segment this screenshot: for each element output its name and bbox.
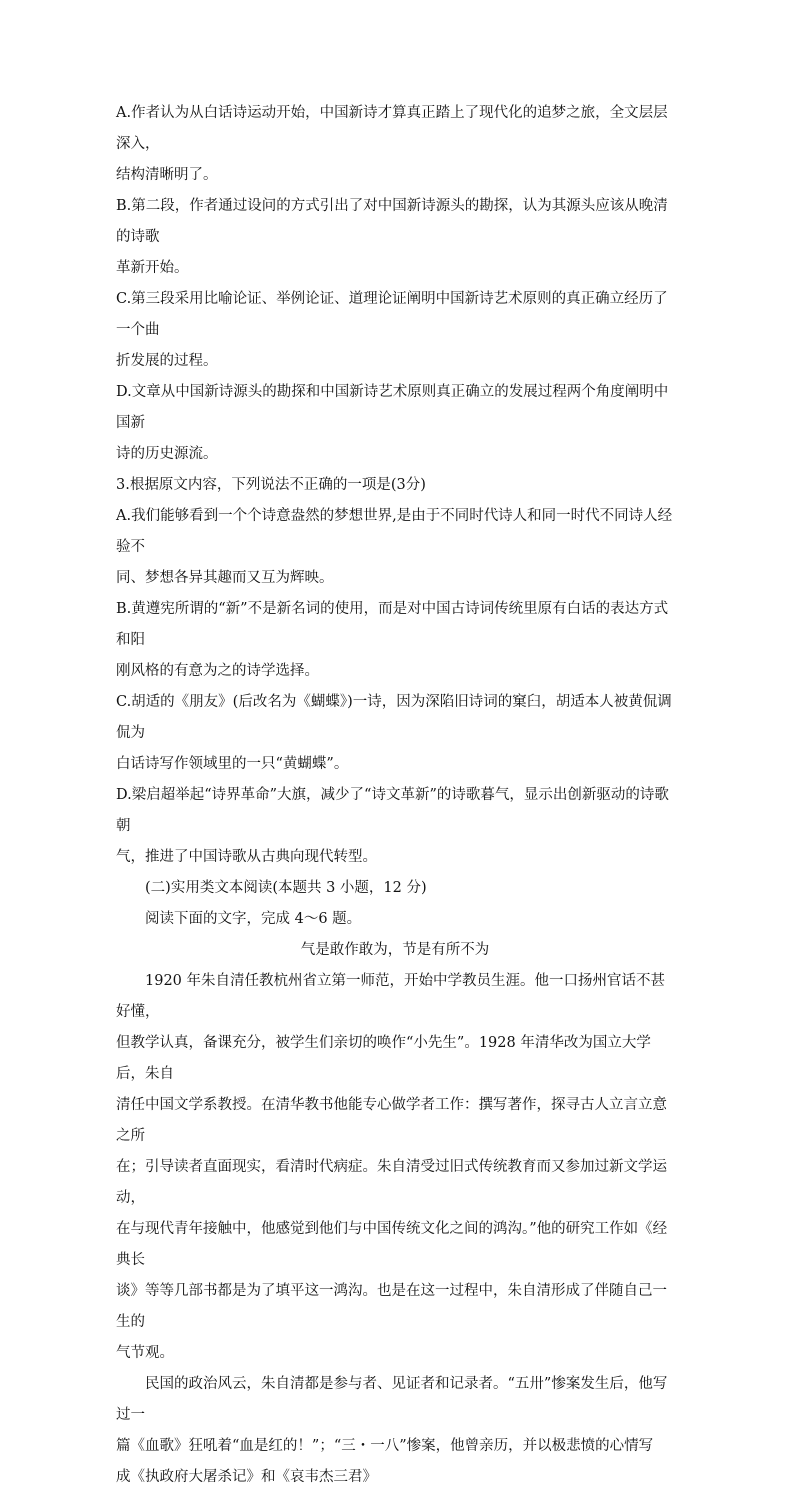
paragraph-1-line3: 清任中国文学系教授。在清华教书他能专心做学者工作：撰写著作，探寻古人立言立意之所 [116,1097,667,1144]
paragraph-1-line7: 气节观。 [116,1345,174,1361]
paragraph-1-line2: 但教学认真，备课充分，被学生们亲切的唤作“小先生”。1928 年清华改为国立大学后，朱自 [116,1035,651,1082]
question-3: 3.根据原文内容，下列说法不正确的一项是(3分) [116,477,426,493]
q3-option-d-line1: D.梁启超举起“诗界革命”大旗，减少了“诗文革新”的诗歌暮气，显示出创新驱动的诗歌朝 [116,787,669,834]
q3-option-b-line2: 刚风格的有意为之的诗学选择。 [116,663,319,679]
reading-instruction: 阅读下面的文字，完成 4～6 题。 [145,911,362,927]
paragraph-1-line5: 在与现代青年接触中，他感觉到他们与中国传统文化之间的鸿沟。”他的研究工作如《经典长 [116,1221,668,1268]
paragraph-2-line3: 成《执政府大屠杀记》和《哀韦杰三君》 [116,1469,377,1485]
option-b-line1: B.第二段，作者通过设问的方式引出了对中国新诗源头的勘探，认为其源头应该从晚清的诗歌 [116,198,668,245]
article-title: 气是敢作敢为，节是有所不为 [300,942,490,958]
paragraph-1-line6: 谈》等等几部书都是为了填平这一鸿沟。也是在这一过程中，朱自清形成了伴随自己一生的 [116,1283,667,1330]
option-c-line2: 折发展的过程。 [116,353,218,369]
option-a-line1: A.作者认为从白话诗运动开始，中国新诗才算真正踏上了现代化的追梦之旅，全文层层深入， [116,105,668,152]
q3-option-a-line2: 同、梦想各异其趣而又互为辉映。 [116,570,334,586]
paragraph-2-line1: 民国的政治风云，朱自清都是参与者、见证者和记录者。“五卅”惨案发生后，他写过一 [116,1376,668,1423]
q3-option-b-line1: B.黄遵宪所谓的“新”不是新名词的使用，而是对中国古诗词传统里原有白话的表达方式和阳 [116,601,669,648]
q3-option-a-line1: A.我们能够看到一个个诗意盎然的梦想世界,是由于不同时代诗人和同一时代不同诗人经验不 [116,508,673,555]
q3-option-c-line2: 白话诗写作领域里的一只“黄蝴蝶”。 [116,756,349,772]
option-d-line1: D.文章从中国新诗源头的勘探和中国新诗艺术原则真正确立的发展过程两个角度阐明中国新 [116,384,669,431]
option-b-line2: 革新开始。 [116,260,189,276]
option-d-line2: 诗的历史源流。 [116,446,218,462]
section-heading: (二)实用类文本阅读(本题共 3 小题，12 分) [145,880,427,896]
paragraph-1-line4: 在；引导读者直面现实，看清时代病症。朱自清受过旧式传统教育而又参加过新文学运动， [116,1159,667,1206]
document-body [116,98,674,1493]
q3-option-c-line1: C.胡适的《朋友》(后改名为《蝴蝶》)一诗，因为深陷旧诗词的窠臼，胡适本人被黄侃调侃为 [116,694,672,741]
q3-option-d-line2: 气，推进了中国诗歌从古典向现代转型。 [116,849,377,865]
option-a-line2: 结构清晰明了。 [116,167,218,183]
option-c-line1: C.第三段采用比喻论证、举例论证、道理论证阐明中国新诗艺术原则的真正确立经历了一个曲 [116,291,668,338]
paragraph-2-line2: 篇《血歌》狂吼着“血是红的！”；“三・一八”惨案，他曾亲历，并以极悲愤的心情写 [116,1438,654,1454]
paragraph-1-line1: 1920 年朱自清任教杭州省立第一师范，开始中学教员生涯。他一口扬州官话不甚好懂， [116,973,666,1020]
